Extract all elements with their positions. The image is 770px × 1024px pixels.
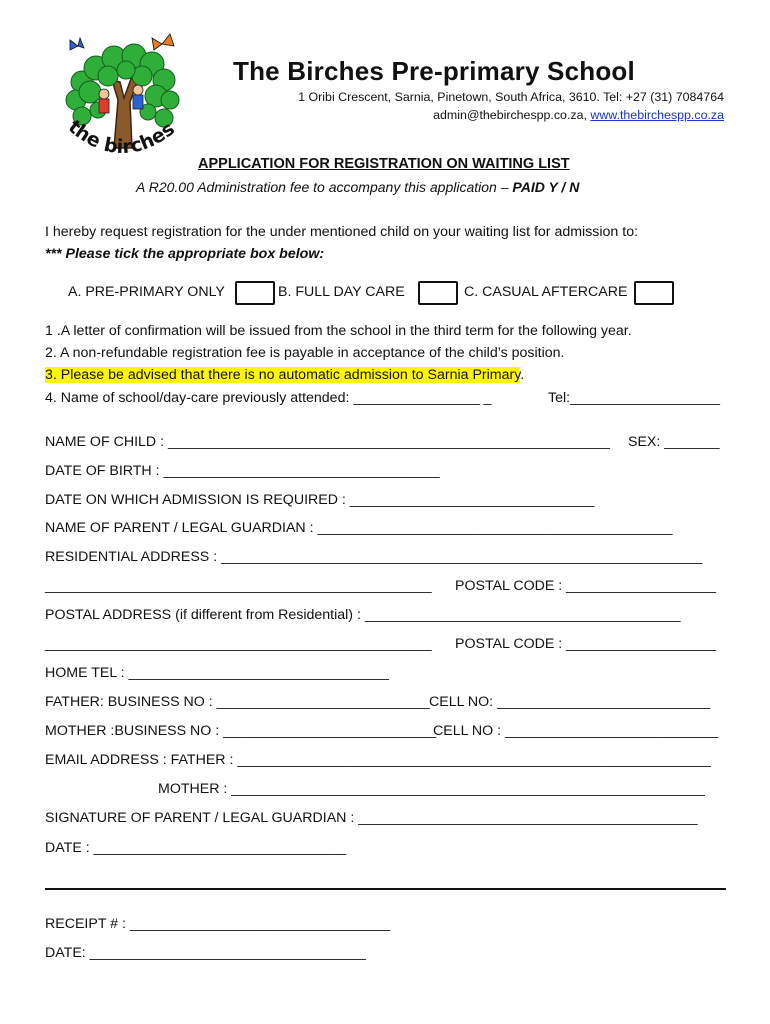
date-field[interactable]: DATE : ________________________________ (45, 840, 347, 856)
receipt-field[interactable]: RECEIPT # : _________________________________ (45, 916, 391, 932)
father-business-field[interactable]: FATHER: BUSINESS NO : ___________________________ (45, 694, 430, 710)
mother-cell-field[interactable]: CELL NO : ___________________________ (433, 723, 719, 739)
note-4: 4. Name of school/day-care previously attended: ________________ _ (45, 390, 492, 406)
postal-address-field[interactable]: POSTAL ADDRESS (if different from Residential) : ________________________________________ (45, 607, 681, 623)
email-father-field[interactable]: EMAIL ADDRESS : FATHER : ____________________________________________________________ (45, 752, 711, 768)
postal-address-line2[interactable]: _________________________________________________ (45, 636, 432, 652)
logo-text: the birches (63, 115, 179, 159)
option-full-day-label: B. FULL DAY CARE (278, 284, 405, 300)
option-aftercare-label: C. CASUAL AFTERCARE (464, 284, 628, 300)
admission-date-field[interactable]: DATE ON WHICH ADMISSION IS REQUIRED : _______________________________ (45, 492, 595, 508)
residential-address-field[interactable]: RESIDENTIAL ADDRESS : _____________________________________________________________ (45, 549, 703, 565)
option-full-day-checkbox[interactable] (418, 281, 458, 305)
school-address: 1 Oribi Crescent, Sarnia, Pinetown, South Africa, 3610. Tel: +27 (31) 7084764 (298, 90, 724, 104)
parent-name-field[interactable]: NAME OF PARENT / LEGAL GUARDIAN : _____________________________________________ (45, 520, 673, 536)
email-mother-field[interactable]: MOTHER : ____________________________________________________________ (158, 781, 705, 797)
fee-line (136, 179, 579, 195)
note-1: 1 .A letter of confirmation will be issued from the school in the third term for the following year. (45, 323, 632, 339)
dob-field[interactable]: DATE OF BIRTH : ___________________________________ (45, 463, 440, 479)
form-title: APPLICATION FOR REGISTRATION ON WAITING LIST (198, 156, 570, 172)
note-3-highlight: 3. Please be advised that there is no automatic admission to Sarnia Primary (45, 367, 521, 383)
office-date-field[interactable]: DATE: ___________________________________ (45, 945, 366, 961)
signature-field[interactable]: SIGNATURE OF PARENT / LEGAL GUARDIAN : ___________________________________________ (45, 810, 698, 826)
note-4-tel[interactable]: Tel:___________________ (548, 390, 720, 406)
school-email: admin@thebirchespp.co.za, (433, 108, 587, 122)
school-website-link[interactable]: www.thebirchespp.co.za (590, 108, 724, 122)
option-aftercare-checkbox[interactable] (634, 281, 674, 305)
intro-text: I hereby request registration for the under mentioned child on your waiting list for admission to: (45, 224, 639, 240)
father-cell-field[interactable]: CELL NO: ___________________________ (429, 694, 711, 710)
option-pre-primary-checkbox[interactable] (235, 281, 275, 305)
school-contact (433, 108, 724, 122)
office-use-divider (45, 888, 726, 890)
sex-field[interactable]: SEX: _______ (628, 434, 720, 450)
residential-address-line2[interactable]: _________________________________________________ (45, 578, 432, 594)
child-name-field[interactable]: NAME OF CHILD : ________________________________________________________ (45, 434, 610, 450)
fee-paid: PAID Y / N (512, 179, 580, 195)
residential-postal-code-field[interactable]: POSTAL CODE : ___________________ (455, 578, 717, 594)
school-name: The Birches Pre-primary School (233, 56, 635, 86)
option-pre-primary-label: A. PRE-PRIMARY ONLY (68, 284, 225, 300)
school-logo (52, 30, 192, 165)
note-3-period: . (520, 367, 525, 383)
postal-code-field[interactable]: POSTAL CODE : ___________________ (455, 636, 717, 652)
note-2: 2. A non-refundable registration fee is payable in acceptance of the child’s position. (45, 345, 565, 361)
fee-text: A R20.00 Administration fee to accompany this application – (136, 179, 513, 195)
home-tel-field[interactable]: HOME TEL : _________________________________ (45, 665, 389, 681)
mother-business-field[interactable]: MOTHER :BUSINESS NO : ___________________________ (45, 723, 437, 739)
note-3 (45, 367, 524, 383)
tick-note: *** Please tick the appropriate box below: (45, 246, 325, 262)
